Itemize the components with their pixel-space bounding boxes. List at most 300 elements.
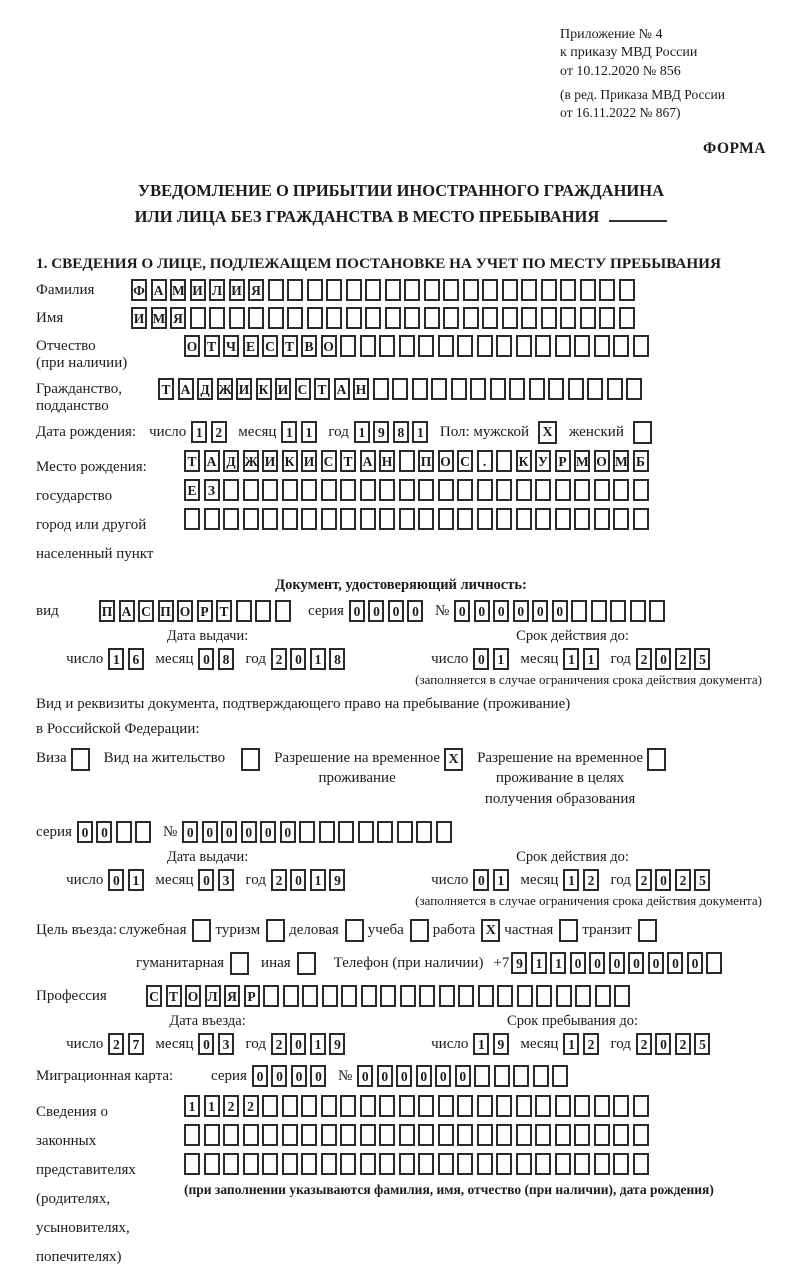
char-cell[interactable]: О: [594, 450, 610, 472]
char-cell[interactable]: И: [275, 378, 291, 400]
char-cell[interactable]: [477, 1153, 493, 1175]
char-cell[interactable]: [439, 985, 455, 1007]
char-cell[interactable]: П: [418, 450, 434, 472]
char-cell[interactable]: [358, 821, 374, 843]
char-cell[interactable]: [223, 479, 239, 501]
migration-series-cells[interactable]: [252, 1065, 330, 1087]
char-cell[interactable]: [190, 307, 206, 329]
char-cell[interactable]: [594, 479, 610, 501]
char-cell[interactable]: 3: [218, 1033, 234, 1055]
char-cell[interactable]: С: [457, 450, 473, 472]
char-cell[interactable]: 0: [416, 1065, 432, 1087]
char-cell[interactable]: [451, 378, 467, 400]
char-cell[interactable]: Т: [314, 378, 330, 400]
char-cell[interactable]: [282, 1095, 298, 1117]
char-cell[interactable]: А: [119, 600, 135, 622]
id-issue-month[interactable]: [198, 648, 237, 670]
char-cell[interactable]: 1: [493, 648, 509, 670]
char-cell[interactable]: [516, 1153, 532, 1175]
entry-month[interactable]: [198, 1033, 237, 1055]
char-cell[interactable]: 0: [648, 952, 664, 974]
char-cell[interactable]: О: [321, 335, 337, 357]
phone-cells[interactable]: [511, 952, 726, 974]
char-cell[interactable]: 1: [531, 952, 547, 974]
char-cell[interactable]: [204, 1124, 220, 1146]
char-cell[interactable]: [541, 279, 557, 301]
char-cell[interactable]: [457, 335, 473, 357]
char-cell[interactable]: 0: [474, 600, 490, 622]
char-cell[interactable]: [282, 1153, 298, 1175]
char-cell[interactable]: 0: [609, 952, 625, 974]
char-cell[interactable]: Ч: [223, 335, 239, 357]
char-cell[interactable]: А: [178, 378, 194, 400]
char-cell[interactable]: [392, 378, 408, 400]
char-cell[interactable]: [595, 985, 611, 1007]
char-cell[interactable]: 1: [128, 869, 144, 891]
checkbox-sex-female[interactable]: [633, 421, 652, 444]
char-cell[interactable]: 1: [473, 1033, 489, 1055]
char-cell[interactable]: [496, 1095, 512, 1117]
char-cell[interactable]: [574, 508, 590, 530]
char-cell[interactable]: [436, 821, 452, 843]
char-cell[interactable]: [574, 1124, 590, 1146]
checkbox-purpose-official[interactable]: [192, 919, 211, 942]
id-number-cells[interactable]: [454, 600, 669, 622]
char-cell[interactable]: А: [204, 450, 220, 472]
char-cell[interactable]: [346, 279, 362, 301]
char-cell[interactable]: [535, 479, 551, 501]
char-cell[interactable]: [482, 279, 498, 301]
char-cell[interactable]: [556, 985, 572, 1007]
char-cell[interactable]: 0: [241, 821, 257, 843]
char-cell[interactable]: Т: [340, 450, 356, 472]
char-cell[interactable]: 0: [388, 600, 404, 622]
char-cell[interactable]: [360, 1124, 376, 1146]
char-cell[interactable]: [580, 307, 596, 329]
char-cell[interactable]: [438, 508, 454, 530]
id-kind-cells[interactable]: [99, 600, 294, 622]
residence-issue-day[interactable]: [108, 869, 147, 891]
char-cell[interactable]: [321, 479, 337, 501]
char-cell[interactable]: 1: [493, 869, 509, 891]
char-cell[interactable]: 3: [218, 869, 234, 891]
char-cell[interactable]: Т: [184, 450, 200, 472]
char-cell[interactable]: [513, 1065, 529, 1087]
char-cell[interactable]: [346, 307, 362, 329]
char-cell[interactable]: [418, 508, 434, 530]
char-cell[interactable]: [649, 600, 665, 622]
char-cell[interactable]: Р: [244, 985, 260, 1007]
char-cell[interactable]: Д: [223, 450, 239, 472]
char-cell[interactable]: [463, 307, 479, 329]
char-cell[interactable]: [301, 1124, 317, 1146]
char-cell[interactable]: 0: [182, 821, 198, 843]
char-cell[interactable]: [184, 1153, 200, 1175]
char-cell[interactable]: [262, 508, 278, 530]
char-cell[interactable]: 6: [128, 648, 144, 670]
char-cell[interactable]: [613, 1153, 629, 1175]
char-cell[interactable]: 1: [191, 421, 207, 443]
char-cell[interactable]: 0: [280, 821, 296, 843]
char-cell[interactable]: [223, 508, 239, 530]
char-cell[interactable]: 0: [435, 1065, 451, 1087]
char-cell[interactable]: [555, 335, 571, 357]
char-cell[interactable]: К: [282, 450, 298, 472]
id-issue-year[interactable]: [271, 648, 349, 670]
char-cell[interactable]: Я: [224, 985, 240, 1007]
representatives-cells-row1[interactable]: [184, 1095, 714, 1117]
char-cell[interactable]: [399, 335, 415, 357]
char-cell[interactable]: [535, 1124, 551, 1146]
char-cell[interactable]: [594, 1124, 610, 1146]
char-cell[interactable]: [529, 378, 545, 400]
char-cell[interactable]: Л: [209, 279, 225, 301]
char-cell[interactable]: [418, 1153, 434, 1175]
char-cell[interactable]: [613, 1124, 629, 1146]
char-cell[interactable]: 5: [694, 1033, 710, 1055]
char-cell[interactable]: 0: [77, 821, 93, 843]
char-cell[interactable]: 0: [655, 869, 671, 891]
char-cell[interactable]: [509, 378, 525, 400]
char-cell[interactable]: О: [438, 450, 454, 472]
birth-month-cells[interactable]: [281, 421, 320, 443]
char-cell[interactable]: [619, 279, 635, 301]
char-cell[interactable]: 2: [583, 1033, 599, 1055]
char-cell[interactable]: [301, 508, 317, 530]
char-cell[interactable]: [236, 600, 252, 622]
char-cell[interactable]: [574, 1095, 590, 1117]
char-cell[interactable]: 0: [570, 952, 586, 974]
char-cell[interactable]: [470, 378, 486, 400]
residence-expiry-day[interactable]: [473, 869, 512, 891]
char-cell[interactable]: 0: [198, 648, 214, 670]
char-cell[interactable]: Р: [197, 600, 213, 622]
char-cell[interactable]: [379, 1153, 395, 1175]
char-cell[interactable]: [399, 508, 415, 530]
char-cell[interactable]: Т: [216, 600, 232, 622]
char-cell[interactable]: 0: [667, 952, 683, 974]
char-cell[interactable]: [341, 985, 357, 1007]
firstname-cells[interactable]: [131, 307, 638, 329]
char-cell[interactable]: [404, 279, 420, 301]
char-cell[interactable]: [474, 1065, 490, 1087]
char-cell[interactable]: 0: [310, 1065, 326, 1087]
char-cell[interactable]: [360, 1095, 376, 1117]
char-cell[interactable]: 2: [108, 1033, 124, 1055]
char-cell[interactable]: 2: [636, 648, 652, 670]
char-cell[interactable]: [229, 307, 245, 329]
checkbox-purpose-other[interactable]: [297, 952, 316, 975]
char-cell[interactable]: С: [146, 985, 162, 1007]
char-cell[interactable]: [438, 1153, 454, 1175]
char-cell[interactable]: [706, 952, 722, 974]
char-cell[interactable]: [496, 450, 512, 472]
char-cell[interactable]: [574, 1153, 590, 1175]
char-cell[interactable]: 0: [221, 821, 237, 843]
char-cell[interactable]: О: [185, 985, 201, 1007]
char-cell[interactable]: [397, 821, 413, 843]
char-cell[interactable]: И: [262, 450, 278, 472]
char-cell[interactable]: [568, 378, 584, 400]
checkbox-purpose-business[interactable]: [345, 919, 364, 942]
char-cell[interactable]: [338, 821, 354, 843]
char-cell[interactable]: [477, 335, 493, 357]
char-cell[interactable]: И: [190, 279, 206, 301]
char-cell[interactable]: С: [295, 378, 311, 400]
char-cell[interactable]: [385, 279, 401, 301]
char-cell[interactable]: 0: [377, 1065, 393, 1087]
char-cell[interactable]: [340, 1095, 356, 1117]
char-cell[interactable]: [633, 335, 649, 357]
char-cell[interactable]: 8: [393, 421, 409, 443]
char-cell[interactable]: [321, 1153, 337, 1175]
checkbox-sex-male[interactable]: X: [538, 421, 557, 444]
representatives-cells-row3[interactable]: [184, 1153, 714, 1175]
char-cell[interactable]: [502, 279, 518, 301]
char-cell[interactable]: Д: [197, 378, 213, 400]
char-cell[interactable]: 0: [290, 869, 306, 891]
middlename-cells[interactable]: [184, 335, 652, 357]
char-cell[interactable]: [517, 985, 533, 1007]
char-cell[interactable]: [443, 307, 459, 329]
char-cell[interactable]: [360, 479, 376, 501]
char-cell[interactable]: Н: [379, 450, 395, 472]
char-cell[interactable]: [619, 307, 635, 329]
char-cell[interactable]: 0: [655, 1033, 671, 1055]
char-cell[interactable]: [580, 279, 596, 301]
char-cell[interactable]: [552, 1065, 568, 1087]
char-cell[interactable]: [575, 985, 591, 1007]
char-cell[interactable]: [373, 378, 389, 400]
char-cell[interactable]: С: [138, 600, 154, 622]
char-cell[interactable]: [262, 1124, 278, 1146]
char-cell[interactable]: Я: [170, 307, 186, 329]
char-cell[interactable]: [301, 1153, 317, 1175]
char-cell[interactable]: [560, 279, 576, 301]
char-cell[interactable]: [541, 307, 557, 329]
char-cell[interactable]: [431, 378, 447, 400]
char-cell[interactable]: 9: [329, 1033, 345, 1055]
char-cell[interactable]: [633, 508, 649, 530]
char-cell[interactable]: [326, 307, 342, 329]
char-cell[interactable]: 0: [198, 869, 214, 891]
char-cell[interactable]: 0: [473, 869, 489, 891]
stay-day[interactable]: [473, 1033, 512, 1055]
char-cell[interactable]: [184, 508, 200, 530]
char-cell[interactable]: [496, 508, 512, 530]
char-cell[interactable]: [360, 335, 376, 357]
char-cell[interactable]: [438, 1124, 454, 1146]
char-cell[interactable]: [204, 508, 220, 530]
char-cell[interactable]: 0: [260, 821, 276, 843]
birthplace-cells-row2[interactable]: [184, 479, 652, 501]
char-cell[interactable]: 2: [675, 648, 691, 670]
char-cell[interactable]: [521, 279, 537, 301]
char-cell[interactable]: .: [477, 450, 493, 472]
id-expiry-year[interactable]: [636, 648, 714, 670]
lastname-cells[interactable]: [131, 279, 638, 301]
char-cell[interactable]: [322, 985, 338, 1007]
char-cell[interactable]: [614, 985, 630, 1007]
char-cell[interactable]: [399, 1095, 415, 1117]
char-cell[interactable]: 0: [628, 952, 644, 974]
char-cell[interactable]: [516, 1095, 532, 1117]
char-cell[interactable]: 2: [675, 869, 691, 891]
char-cell[interactable]: [418, 1095, 434, 1117]
id-issue-day[interactable]: [108, 648, 147, 670]
char-cell[interactable]: [613, 508, 629, 530]
char-cell[interactable]: [399, 1153, 415, 1175]
char-cell[interactable]: [268, 307, 284, 329]
char-cell[interactable]: [243, 508, 259, 530]
char-cell[interactable]: [533, 1065, 549, 1087]
char-cell[interactable]: [587, 378, 603, 400]
char-cell[interactable]: [548, 378, 564, 400]
char-cell[interactable]: 1: [310, 648, 326, 670]
char-cell[interactable]: [502, 307, 518, 329]
char-cell[interactable]: 0: [368, 600, 384, 622]
char-cell[interactable]: [478, 985, 494, 1007]
char-cell[interactable]: [457, 1095, 473, 1117]
char-cell[interactable]: 0: [687, 952, 703, 974]
char-cell[interactable]: 1: [563, 1033, 579, 1055]
char-cell[interactable]: [443, 279, 459, 301]
residence-expiry-month[interactable]: [563, 869, 602, 891]
checkbox-purpose-tourism[interactable]: [266, 919, 285, 942]
char-cell[interactable]: [516, 335, 532, 357]
char-cell[interactable]: Т: [282, 335, 298, 357]
char-cell[interactable]: Р: [555, 450, 571, 472]
char-cell[interactable]: [555, 508, 571, 530]
char-cell[interactable]: [633, 1153, 649, 1175]
char-cell[interactable]: [379, 508, 395, 530]
entry-year[interactable]: [271, 1033, 349, 1055]
char-cell[interactable]: [248, 307, 264, 329]
birthplace-cells-row3[interactable]: [184, 508, 652, 530]
char-cell[interactable]: 2: [211, 421, 227, 443]
char-cell[interactable]: 0: [493, 600, 509, 622]
char-cell[interactable]: [262, 479, 278, 501]
char-cell[interactable]: 1: [184, 1095, 200, 1117]
char-cell[interactable]: [516, 479, 532, 501]
char-cell[interactable]: [287, 307, 303, 329]
char-cell[interactable]: [379, 1124, 395, 1146]
char-cell[interactable]: 5: [694, 648, 710, 670]
char-cell[interactable]: 0: [513, 600, 529, 622]
char-cell[interactable]: 0: [532, 600, 548, 622]
residence-expiry-year[interactable]: [636, 869, 714, 891]
char-cell[interactable]: 0: [407, 600, 423, 622]
char-cell[interactable]: А: [334, 378, 350, 400]
char-cell[interactable]: 2: [271, 1033, 287, 1055]
char-cell[interactable]: У: [535, 450, 551, 472]
char-cell[interactable]: 2: [636, 1033, 652, 1055]
char-cell[interactable]: Я: [248, 279, 264, 301]
char-cell[interactable]: Т: [166, 985, 182, 1007]
char-cell[interactable]: [379, 335, 395, 357]
char-cell[interactable]: [282, 479, 298, 501]
char-cell[interactable]: Ж: [217, 378, 233, 400]
char-cell[interactable]: О: [184, 335, 200, 357]
char-cell[interactable]: 0: [291, 1065, 307, 1087]
char-cell[interactable]: 2: [583, 869, 599, 891]
char-cell[interactable]: [340, 1153, 356, 1175]
char-cell[interactable]: Е: [243, 335, 259, 357]
char-cell[interactable]: 0: [396, 1065, 412, 1087]
char-cell[interactable]: [516, 1124, 532, 1146]
char-cell[interactable]: 1: [281, 421, 297, 443]
char-cell[interactable]: [380, 985, 396, 1007]
char-cell[interactable]: [321, 508, 337, 530]
char-cell[interactable]: 0: [454, 600, 470, 622]
char-cell[interactable]: Л: [205, 985, 221, 1007]
char-cell[interactable]: 0: [349, 600, 365, 622]
char-cell[interactable]: [496, 1124, 512, 1146]
char-cell[interactable]: [283, 985, 299, 1007]
char-cell[interactable]: 9: [329, 869, 345, 891]
char-cell[interactable]: [626, 378, 642, 400]
char-cell[interactable]: 8: [218, 648, 234, 670]
char-cell[interactable]: [263, 985, 279, 1007]
char-cell[interactable]: [209, 307, 225, 329]
char-cell[interactable]: [243, 1124, 259, 1146]
char-cell[interactable]: [535, 335, 551, 357]
char-cell[interactable]: [379, 1095, 395, 1117]
char-cell[interactable]: [319, 821, 335, 843]
char-cell[interactable]: М: [574, 450, 590, 472]
char-cell[interactable]: [243, 1153, 259, 1175]
char-cell[interactable]: [299, 821, 315, 843]
char-cell[interactable]: [365, 279, 381, 301]
char-cell[interactable]: [457, 1153, 473, 1175]
char-cell[interactable]: [340, 1124, 356, 1146]
char-cell[interactable]: [361, 985, 377, 1007]
char-cell[interactable]: [497, 985, 513, 1007]
residence-number-cells[interactable]: [182, 821, 455, 843]
checkbox-visa[interactable]: [71, 748, 90, 771]
id-series-cells[interactable]: [349, 600, 427, 622]
char-cell[interactable]: [457, 1124, 473, 1146]
char-cell[interactable]: [223, 1124, 239, 1146]
checkbox-residence-permit[interactable]: [241, 748, 260, 771]
char-cell[interactable]: 2: [223, 1095, 239, 1117]
char-cell[interactable]: [630, 600, 646, 622]
char-cell[interactable]: [555, 1095, 571, 1117]
char-cell[interactable]: [399, 479, 415, 501]
char-cell[interactable]: [535, 508, 551, 530]
char-cell[interactable]: [385, 307, 401, 329]
char-cell[interactable]: 0: [473, 648, 489, 670]
profession-cells[interactable]: [146, 985, 634, 1007]
char-cell[interactable]: [255, 600, 271, 622]
citizenship-cells[interactable]: [158, 378, 646, 400]
char-cell[interactable]: [560, 307, 576, 329]
char-cell[interactable]: [458, 985, 474, 1007]
char-cell[interactable]: 0: [271, 1065, 287, 1087]
checkbox-temp-residence-education[interactable]: [647, 748, 666, 771]
char-cell[interactable]: 0: [252, 1065, 268, 1087]
char-cell[interactable]: [490, 378, 506, 400]
char-cell[interactable]: Т: [204, 335, 220, 357]
char-cell[interactable]: М: [151, 307, 167, 329]
char-cell[interactable]: 8: [329, 648, 345, 670]
char-cell[interactable]: [377, 821, 393, 843]
char-cell[interactable]: [633, 479, 649, 501]
char-cell[interactable]: 9: [493, 1033, 509, 1055]
char-cell[interactable]: [438, 335, 454, 357]
char-cell[interactable]: 1: [204, 1095, 220, 1117]
char-cell[interactable]: [404, 307, 420, 329]
